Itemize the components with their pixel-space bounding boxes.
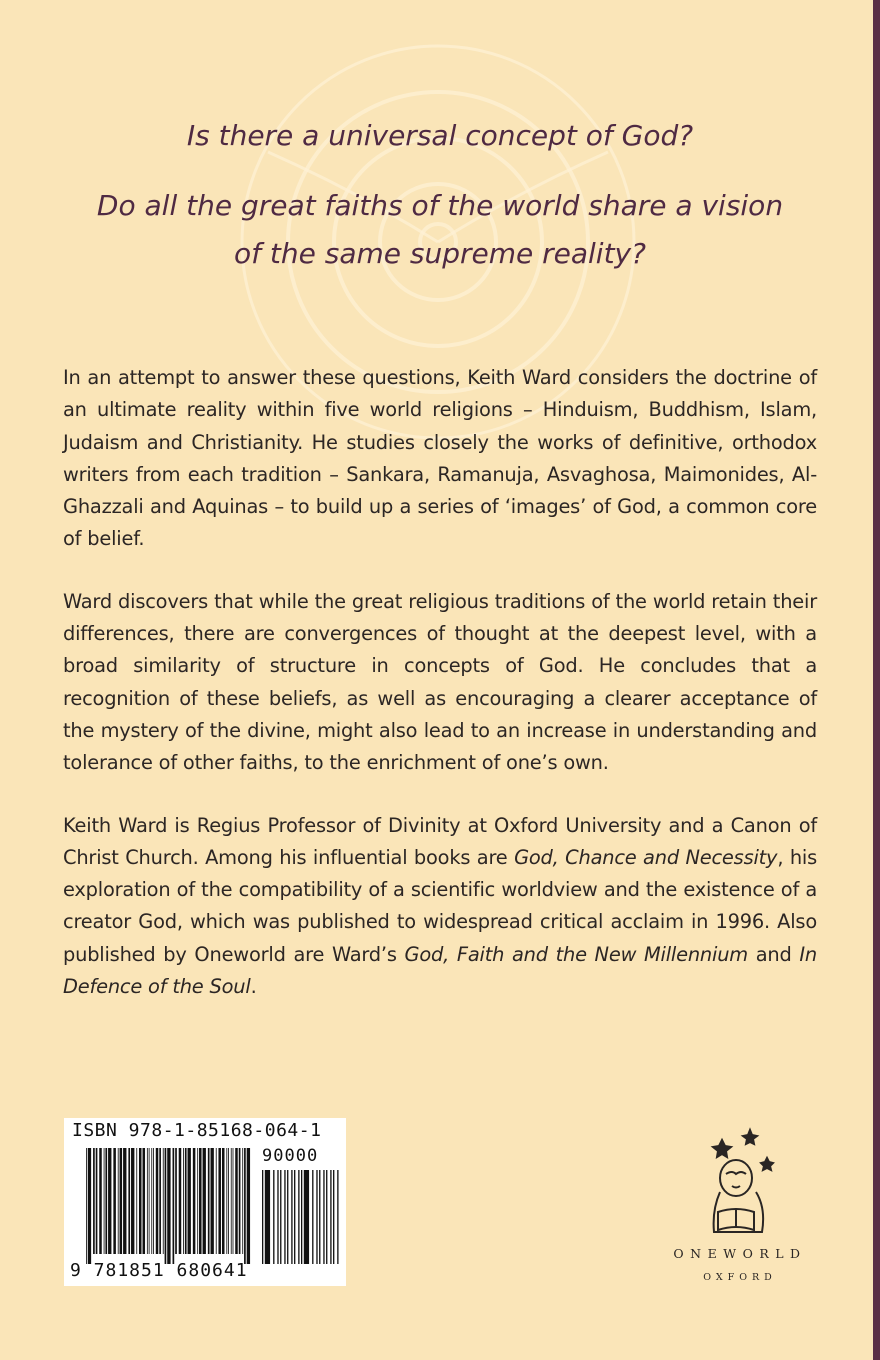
barcode-bar [108, 1148, 111, 1254]
barcode-bar [247, 1148, 250, 1264]
barcode-bar [128, 1148, 130, 1254]
ean-digits: 9 781851 680641 [70, 1260, 248, 1281]
bio-text-c: and [747, 942, 800, 966]
author-bio [63, 810, 817, 1004]
barcode-bar [183, 1148, 184, 1254]
barcode-bar [173, 1148, 175, 1264]
barcode-bar [319, 1170, 320, 1264]
barcode-bar [233, 1148, 234, 1254]
barcode-bar [99, 1148, 102, 1254]
barcode-bar [136, 1148, 137, 1254]
barcode-bar [316, 1170, 317, 1264]
barcode-bar [211, 1148, 214, 1254]
barcode-bar [156, 1148, 159, 1254]
barcode-bar [139, 1148, 142, 1254]
barcode-bar [208, 1148, 210, 1254]
barcode-bar [96, 1148, 98, 1254]
question-2-line-2: of the same supreme reality? [233, 237, 646, 270]
barcode-bar [235, 1148, 238, 1254]
barcode-bar [123, 1148, 126, 1254]
blurb-paragraph-1: In an attempt to answer these questions, Keith Ward considers the doctrine of an ultimate reality within five world religions – Hinduism, Buddhism, Islam, Judaism and Christianity. He studies closely the works of definitive, orthodox writers from each tradition – Sankara, Ramanuja, Asvaghosa, Maimonides, Al-Ghazzali and Aquinas – to build up a series of ‘images’ of God, a common core of belief. [63, 366, 817, 551]
barcode-bar [242, 1148, 243, 1254]
barcode-bar [203, 1148, 206, 1254]
barcode-bar [149, 1148, 150, 1254]
barcode-bar [301, 1170, 302, 1264]
barcode-bar [179, 1148, 182, 1254]
book-title-2: God, Faith and the New Millennium [404, 942, 748, 966]
barcode-bar [277, 1170, 278, 1264]
barcode-bar [151, 1148, 152, 1254]
bio-text-a: Keith Ward is Regius Professor of Divinity at Oxford University and a Canon of Christ Church. Among his influential books are [63, 813, 817, 869]
barcode-bar [113, 1148, 116, 1254]
barcode-bar [287, 1170, 288, 1264]
barcode-bar [337, 1170, 338, 1264]
barcode-bar [239, 1148, 241, 1254]
question-2-line-1: Do all the great faiths of the world share a vision [96, 189, 784, 222]
barcode-bar [265, 1170, 270, 1264]
barcode-bar [330, 1170, 331, 1264]
book-title-3: In Defence of the Soul [63, 942, 817, 999]
barcode-bar [244, 1148, 246, 1264]
barcode-bar [226, 1148, 227, 1254]
barcode-bar [228, 1148, 229, 1254]
barcode-bar [104, 1148, 105, 1254]
barcode-bar [93, 1148, 95, 1254]
barcode-bar [326, 1170, 327, 1264]
price-code: 90000 [262, 1146, 319, 1166]
barcode-bar [188, 1148, 191, 1254]
barcode-bar [147, 1148, 148, 1254]
barcode-bar [273, 1170, 274, 1264]
isbn-barcode [64, 1118, 346, 1286]
barcode-bar [118, 1148, 119, 1254]
publisher-city: OXFORD [703, 1272, 777, 1283]
barcode-bar [222, 1148, 225, 1254]
barcode-bar [175, 1148, 177, 1254]
barcode-bar [143, 1148, 146, 1254]
barcode-bar [159, 1148, 161, 1254]
barcode-bar [218, 1148, 221, 1254]
bio-text-b: , his exploration of the compatibility of a scientific worldview and the existence of a creator God, which was published to widespread critical acclaim in 1996. Also published by Oneworld are Ward’s [63, 845, 818, 966]
barcode-bar [131, 1148, 134, 1254]
barcode-bar [120, 1148, 123, 1254]
publisher-name: ONEWORLD [673, 1246, 807, 1261]
barcode-bar [163, 1148, 164, 1254]
barcode-bar [197, 1148, 198, 1254]
barcode-bar [193, 1148, 196, 1254]
question-1: Is there a universal concept of God? [186, 119, 694, 152]
barcode-bar [298, 1170, 299, 1264]
cover-questions [0, 112, 880, 278]
barcode-bar [231, 1148, 232, 1254]
barcode-bar [216, 1148, 217, 1254]
barcode-bar [153, 1148, 154, 1254]
barcode-bar [88, 1148, 91, 1264]
publisher-mark [640, 1120, 840, 1290]
blurb-paragraph-2: Ward discovers that while the great religious traditions of the world retain their differences, there are convergences of thought at the deepest level, with a broad similarity of structure in concepts of God. He concludes that a recognition of these beliefs, as well as encouraging a clearer acceptance of the mystery of the divine, might also lead to an increase in understanding and tolerance of other faiths, to the enrichment of one’s own. [63, 589, 817, 775]
barcode-bar [284, 1170, 285, 1264]
barcode-bar [333, 1170, 334, 1264]
bio-text-d: . [250, 975, 257, 999]
barcode-bar [304, 1170, 309, 1264]
barcode-bar [294, 1170, 295, 1264]
barcode-bar [291, 1170, 292, 1264]
reader-logo-icon [692, 1120, 788, 1240]
barcode-bar [199, 1148, 202, 1254]
blurb [63, 362, 817, 1033]
barcode-bar [86, 1148, 87, 1264]
barcode-bar [280, 1170, 281, 1264]
barcode-bar [185, 1148, 187, 1254]
isbn-label: ISBN 978-1-85168-064-1 [72, 1120, 322, 1141]
barcode-bar [167, 1148, 170, 1264]
barcode-bar [262, 1170, 263, 1264]
barcode-bar [165, 1148, 167, 1264]
barcode-bar [312, 1170, 313, 1264]
barcode-bar [105, 1148, 107, 1254]
book-title-1: God, Chance and Necessity [514, 845, 778, 869]
barcode-bar [323, 1170, 324, 1264]
